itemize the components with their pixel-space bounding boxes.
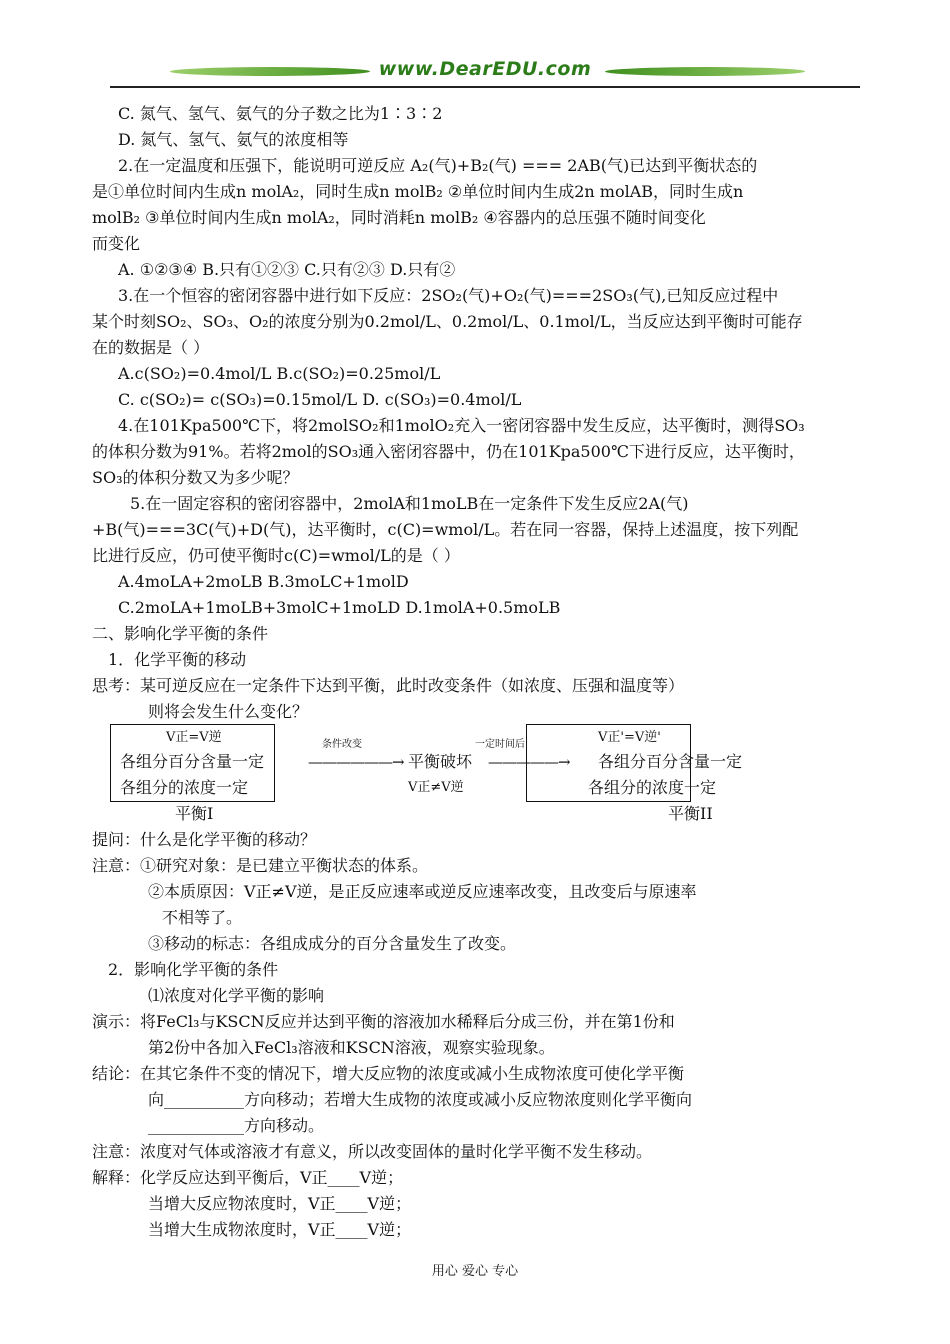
text-line: +B(气)===3C(气)+D(气)，达平衡时，c(C)=wmol/L。若在同一容器，保持上述温度，按下列配 xyxy=(92,520,799,539)
text-line: SO₃的体积分数又为多少呢？ xyxy=(92,468,299,487)
text-line: D. 氮气、氢气、氨气的浓度相等 xyxy=(118,130,349,149)
equilibrium-broken: 平衡破坏 xyxy=(408,752,473,771)
box1-line2: 各组分的浓度一定 xyxy=(120,778,249,797)
arrow2: —————→ xyxy=(488,753,570,771)
text-line: 5.在一固定容积的密闭容器中，2molA和1moLB在一定条件下发生反应2A(气) xyxy=(130,494,689,513)
header-rule xyxy=(110,86,860,88)
text-line: 向__________方向移动；若增大生成物的浓度或减小反应物浓度则化学平衡向 xyxy=(148,1090,693,1109)
answer-options: C. c(SO₂)= c(SO₃)=0.15mol/L D. c(SO₃)=0.4mol/L xyxy=(118,390,522,409)
text-line: 思考：某可逆反应在一定条件下达到平衡，此时改变条件（如浓度、压强和温度等） xyxy=(92,676,685,695)
arrow2-label: 一定时间后 xyxy=(475,739,525,750)
box1-line1: 各组分百分含量一定 xyxy=(120,752,265,771)
box1-title: V正=V逆 xyxy=(166,730,222,745)
arrow1: ——————→ xyxy=(308,753,404,771)
text-line: 而变化 xyxy=(92,234,141,253)
text-line: 演示：将FeCl₃与KSCN反应并达到平衡的溶液加水稀释后分成三份，并在第1份和 xyxy=(92,1012,675,1031)
equilibrium-label-2: 平衡II xyxy=(668,804,713,823)
box2-line2: 各组分的浓度一定 xyxy=(588,778,717,797)
text-line: 当增大反应物浓度时，V正____V逆； xyxy=(148,1194,412,1213)
text-line: 注意：浓度对气体或溶液才有意义，所以改变固体的量时化学平衡不发生移动。 xyxy=(92,1142,653,1161)
site-logo: www.DearEDU.com xyxy=(378,58,592,80)
text-line: 比进行反应，仍可使平衡时c(C)=wmol/L的是（ ） xyxy=(92,546,460,565)
text-line: ③移动的标志：各组成成分的百分含量发生了改变。 xyxy=(148,934,517,953)
text-line: 某个时刻SO₂、SO₃、O₂的浓度分别为0.2mol/L、0.2mol/L、0.1mol/L，当反应达到平衡时可能存 xyxy=(92,312,803,331)
page-footer: 用心 爱心 专心 xyxy=(431,1264,519,1279)
section-heading: 二、影响化学平衡的条件 xyxy=(92,624,269,643)
text-line: ____________方向移动。 xyxy=(148,1116,325,1135)
answer-options: A.4moLA+2moLB B.3moLC+1molD xyxy=(118,572,409,591)
text-line: C. 氮气、氢气、氨气的分子数之比为1∶3∶2 xyxy=(118,104,443,123)
text-line: 第2份中各加入FeCl₃溶液和KSCN溶液，观察实验现象。 xyxy=(148,1038,555,1057)
arrow1-label: 条件改变 xyxy=(322,739,362,750)
subsection-heading: ⑴浓度对化学平衡的影响 xyxy=(148,986,325,1005)
text-line: 3.在一个恒容的密闭容器中进行如下反应：2SO₂(气)+O₂(气)===2SO₃(气),已知反应过程中 xyxy=(118,286,779,305)
text-line: 结论：在其它条件不变的情况下，增大反应物的浓度或减小生成物浓度可使化学平衡 xyxy=(92,1064,685,1083)
text-line: 提问：什么是化学平衡的移动？ xyxy=(92,830,317,849)
rates-unequal: V正≠V逆 xyxy=(408,780,464,795)
text-line: 解释：化学反应达到平衡后，V正____V逆； xyxy=(92,1168,404,1187)
text-line: 注意：①研究对象：是已建立平衡状态的体系。 xyxy=(92,856,429,875)
box2-title: V正'=V逆' xyxy=(598,730,661,745)
answer-options: A.c(SO₂)=0.4mol/L B.c(SO₂)=0.25mol/L xyxy=(118,364,441,383)
equilibrium-label-1: 平衡I xyxy=(175,804,214,823)
logo-swoosh-left xyxy=(168,67,371,76)
text-line: 在的数据是（ ） xyxy=(92,338,210,357)
text-line: 2.在一定温度和压强下，能说明可逆反应 A₂(气)+B₂(气) === 2AB(气)已达到平衡状态的 xyxy=(118,156,758,175)
text-line: molB₂ ③单位时间内生成n molA₂，同时消耗n molB₂ ④容器内的总压强不随时间变化 xyxy=(92,208,706,227)
logo-swoosh-right xyxy=(603,67,806,76)
subsection-heading: 2．影响化学平衡的条件 xyxy=(108,960,279,979)
text-line: 则将会发生什么变化？ xyxy=(148,702,309,721)
text-line: 是①单位时间内生成n molA₂，同时生成n molB₂ ②单位时间内生成2n molAB，同时生成n xyxy=(92,182,744,201)
answer-options: A. ①②③④ B.只有①②③ C.只有②③ D.只有② xyxy=(118,260,456,279)
page-header xyxy=(110,58,860,98)
subsection-heading: 1．化学平衡的移动 xyxy=(108,650,247,669)
text-line: ②本质原因：V正≠V逆，是正反应速率或逆反应速率改变，且改变后与原速率 xyxy=(148,882,697,901)
box2-line1: 各组分百分含量一定 xyxy=(598,752,743,771)
text-line: 不相等了。 xyxy=(162,908,243,927)
text-line: 当增大生成物浓度时，V正____V逆； xyxy=(148,1220,412,1239)
text-line: 的体积分数为91%。若将2mol的SO₃通入密闭容器中，仍在101Kpa500℃下进行反应，达平衡时， xyxy=(92,442,805,461)
text-line: 4.在101Kpa500℃下，将2molSO₂和1molO₂充入一密闭容器中发生反应，达平衡时，测得SO₃ xyxy=(118,416,805,435)
answer-options: C.2moLA+1moLB+3molC+1moLD D.1molA+0.5moLB xyxy=(118,598,561,617)
